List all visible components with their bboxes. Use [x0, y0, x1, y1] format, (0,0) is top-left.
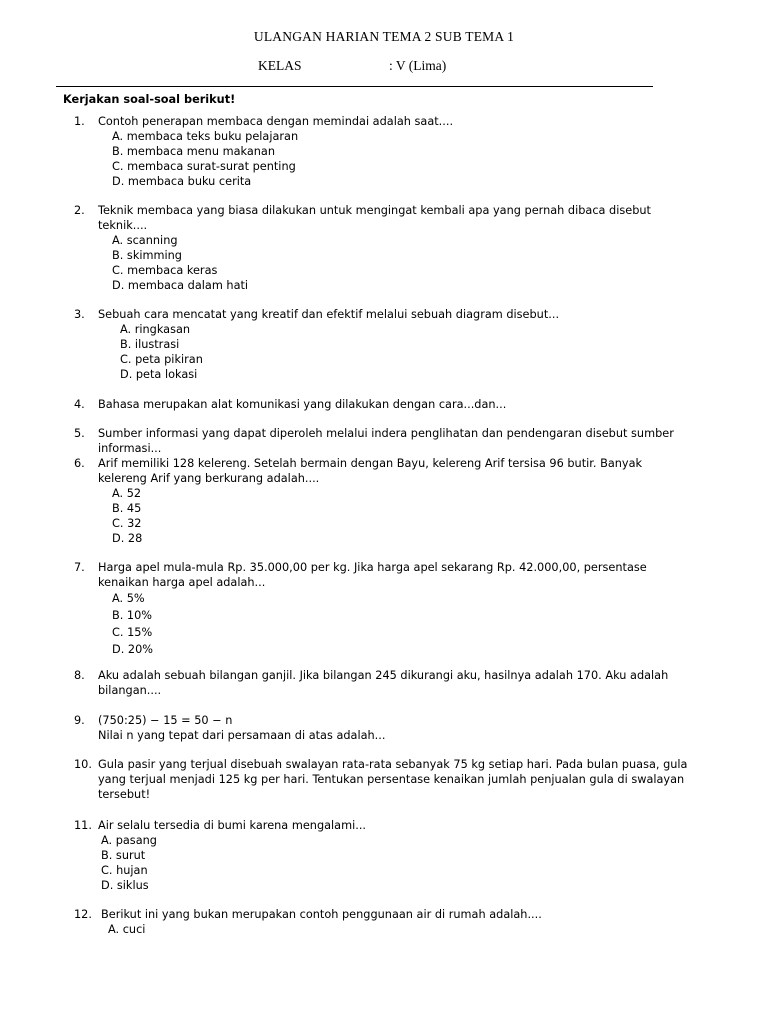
- question-text: Arif memiliki 128 kelereng. Setelah bermain dengan Bayu, kelereng Arif tersisa 96 butir. Banyak kelereng Arif yang berkurang adalah....: [98, 457, 643, 485]
- question-number: 3.: [74, 308, 85, 321]
- question-text: Contoh penerapan membaca dengan memindai adalah saat....: [98, 115, 454, 128]
- question-number: 9.: [74, 714, 85, 727]
- option: C. 32: [112, 517, 142, 530]
- page-title: ULANGAN HARIAN TEMA 2 SUB TEMA 1: [253, 29, 515, 44]
- question-number: 11.: [74, 819, 92, 832]
- option: A. 52: [112, 487, 142, 500]
- question-4: [74, 397, 738, 412]
- question-3: [74, 307, 738, 382]
- option: D. 28: [112, 532, 143, 545]
- option-list: [120, 322, 738, 382]
- option-list: [112, 233, 738, 293]
- option: C. peta pikiran: [120, 353, 203, 366]
- option-list: [108, 922, 741, 937]
- option-list: [101, 833, 738, 893]
- option-list: [112, 590, 738, 658]
- question-number: 4.: [74, 398, 85, 411]
- option: D. 20%: [112, 643, 153, 656]
- option: A. 5%: [112, 592, 145, 605]
- question-number: 5.: [74, 427, 85, 440]
- question-1: [74, 114, 738, 189]
- option: B. 10%: [112, 609, 153, 622]
- question-number: 10.: [74, 758, 92, 771]
- option: C. membaca surat-surat penting: [112, 160, 296, 173]
- question-number: 7.: [74, 561, 85, 574]
- question-text: Aku adalah sebuah bilangan ganjil. Jika bilangan 245 dikurangi aku, hasilnya adalah 170. Aku adalah bilangan....: [98, 669, 669, 697]
- question-9: [74, 713, 738, 743]
- question-number: 8.: [74, 669, 85, 682]
- question-text: Harga apel mula-mula Rp. 35.000,00 per kg. Jika harga apel sekarang Rp. 42.000,00, persentase kenaikan harga apel adalah...: [98, 561, 647, 589]
- option: A. scanning: [112, 234, 178, 247]
- question-text: Nilai n yang tepat dari persamaan di atas adalah...: [98, 729, 386, 742]
- option-list: [112, 129, 738, 189]
- question-number: 2.: [74, 204, 85, 217]
- question-5: [74, 426, 738, 456]
- question-2: [74, 203, 738, 293]
- kelas-value: : V (Lima): [389, 58, 447, 73]
- question-number: 12.: [74, 908, 92, 921]
- kelas-label: KELAS: [258, 58, 302, 73]
- question-11: [74, 818, 738, 893]
- option: B. surut: [101, 849, 146, 862]
- question-text: Sebuah cara mencatat yang kreatif dan efektif melalui sebuah diagram disebut...: [98, 308, 560, 321]
- option: B. skimming: [112, 249, 182, 262]
- question-text: Sumber informasi yang dapat diperoleh melalui indera penglihatan dan pendengaran disebut sumber informasi...: [98, 427, 674, 455]
- question-number: 6.: [74, 457, 85, 470]
- equation: (750:25) − 15 = 50 − n: [98, 714, 233, 727]
- option: D. membaca dalam hati: [112, 279, 249, 292]
- instruction-text: Kerjakan soal-soal berikut!: [63, 93, 236, 106]
- question-text: Berikut ini yang bukan merupakan contoh penggunaan air di rumah adalah....: [101, 908, 542, 921]
- option: C. 15%: [112, 626, 153, 639]
- question-text: Gula pasir yang terjual disebuah swalayan rata-rata sebanyak 75 kg setiap hari. Pada bulan puasa, gula yang terjual menjadi 125 kg per hari. Tentukan persentase kenaikan jumlah penjualan gula di swalayan tersebut!: [98, 758, 688, 801]
- option: D. peta lokasi: [120, 368, 198, 381]
- option: C. membaca keras: [112, 264, 218, 277]
- question-12: [74, 907, 741, 937]
- option-list: [112, 486, 738, 546]
- option: D. siklus: [101, 879, 149, 892]
- option: D. membaca buku cerita: [112, 175, 252, 188]
- question-8: [74, 668, 738, 698]
- option: A. ringkasan: [120, 323, 191, 336]
- option: B. 45: [112, 502, 142, 515]
- option: B. membaca menu makanan: [112, 145, 276, 158]
- option: A. membaca teks buku pelajaran: [112, 130, 299, 143]
- question-10: [74, 757, 738, 802]
- question-text: Teknik membaca yang biasa dilakukan untuk mengingat kembali apa yang pernah dibaca disebut teknik....: [98, 204, 651, 232]
- option: C. hujan: [101, 864, 148, 877]
- question-text: Air selalu tersedia di bumi karena mengalami...: [98, 819, 367, 832]
- question-7: [74, 560, 738, 658]
- question-6: [74, 456, 738, 546]
- option: A. pasang: [101, 834, 157, 847]
- header-divider: [56, 86, 653, 87]
- question-number: 1.: [74, 115, 85, 128]
- option: B. ilustrasi: [120, 338, 180, 351]
- option: A. cuci: [108, 923, 146, 936]
- question-text: Bahasa merupakan alat komunikasi yang dilakukan dengan cara...dan...: [98, 398, 507, 411]
